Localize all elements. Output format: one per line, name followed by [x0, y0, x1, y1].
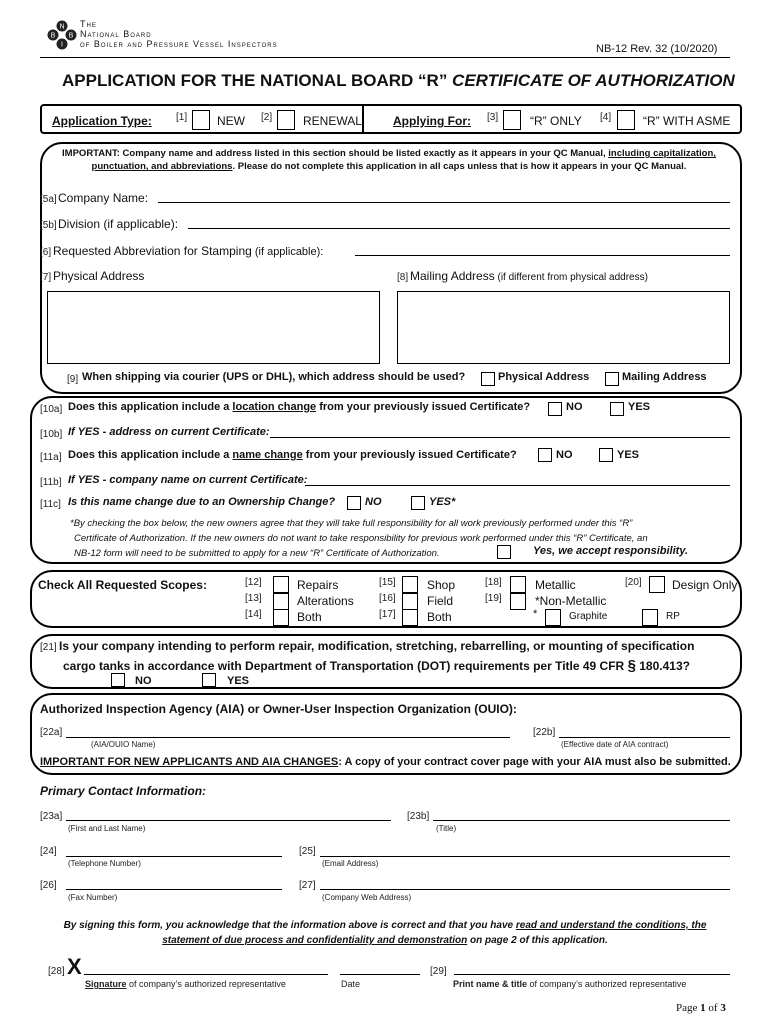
graphite-star: *	[533, 608, 538, 620]
contact-title-field[interactable]	[433, 820, 730, 821]
design-only-label: Design Only	[672, 578, 738, 592]
tag-25: [25]	[299, 846, 316, 857]
tag-14: [14]	[245, 609, 262, 620]
q10b-field[interactable]	[270, 437, 730, 438]
tag-16: [16]	[379, 593, 396, 604]
aia-important-underlined: IMPORTANT FOR NEW APPLICANTS AND AIA CHANGES	[40, 756, 339, 768]
applying-for-label: Applying For:	[393, 114, 471, 128]
email-caption: (Email Address)	[322, 859, 379, 868]
aia-date-field[interactable]	[559, 737, 730, 738]
company-name-field[interactable]	[158, 202, 730, 203]
page-of: of	[705, 1002, 721, 1014]
tag-15: [15]	[379, 577, 396, 588]
aia-important	[40, 756, 731, 768]
q10a-text: Does this application include a	[68, 401, 233, 413]
web-address-caption: (Company Web Address)	[322, 893, 412, 902]
org-name	[80, 19, 278, 49]
q11a	[68, 449, 517, 461]
tag-6: [6]	[40, 247, 52, 258]
alterations-label: Alterations	[297, 594, 354, 608]
both-repair-label: Both	[297, 610, 322, 624]
tag-23a: [23a]	[40, 811, 63, 822]
important-note	[44, 147, 734, 173]
print-caption-text: of company’s authorized representative	[527, 979, 687, 989]
important-underlined: punctuation, and abbreviations	[91, 161, 233, 172]
org-line: National Board	[80, 29, 152, 39]
tag-1: [1]	[176, 112, 188, 123]
q10a-no-checkbox[interactable]	[548, 402, 562, 416]
physical-address-box[interactable]	[47, 291, 380, 364]
tag-22a: [22a]	[40, 727, 63, 738]
design-only-checkbox[interactable]	[649, 576, 665, 593]
repairs-checkbox[interactable]	[273, 576, 289, 593]
q11a-yes-checkbox[interactable]	[599, 448, 613, 462]
q11a-text: from your previously issued Certificate?	[302, 449, 517, 461]
tag-29: [29]	[430, 966, 447, 977]
ship-physical-label: Physical Address	[498, 371, 590, 383]
q10a	[68, 401, 530, 413]
tag-20: [20]	[625, 577, 642, 588]
print-name-caption	[453, 979, 686, 989]
q11a-yes-label: YES	[617, 449, 640, 461]
tag-24: [24]	[40, 846, 57, 857]
aia-date-caption: (Effective date of AIA contract)	[561, 740, 669, 749]
mailing-address-box[interactable]	[397, 291, 730, 364]
signature-caption-bold: Signature	[85, 979, 127, 989]
note-line: *By checking the box below, the new owners agree that they will take full responsibility for all work previously performed under this “R”	[70, 518, 633, 529]
q11c-no-label: NO	[365, 496, 382, 508]
cargo-yes-checkbox[interactable]	[202, 673, 216, 687]
shop-label: Shop	[427, 578, 456, 592]
telephone-field[interactable]	[66, 856, 282, 857]
org-line: of Boiler and Pressure Vessel Inspectors	[80, 39, 278, 49]
q11a-no-label: NO	[556, 449, 573, 461]
tag-11c: [11c]	[40, 499, 61, 510]
section-symbol: §	[627, 657, 636, 674]
signing-text: By signing this form, you acknowledge that the information above is correct and that you have	[63, 920, 516, 931]
cargo-question-line1: Is your company intending to perform repair, modification, stretching, rebarrelling, or mounting of specification	[59, 639, 695, 653]
r-only-label: “R” ONLY	[530, 114, 582, 128]
mailing-text: Mailing Address	[410, 269, 495, 283]
abbrev-text: Requested Abbreviation for Stamping	[53, 244, 252, 258]
non-metallic-label: *Non-Metallic	[535, 594, 607, 608]
ship-physical-checkbox[interactable]	[481, 372, 495, 386]
tag-8: [8]	[397, 272, 409, 283]
application-type-label: Application Type:	[52, 114, 152, 128]
both-location-label: Both	[427, 610, 452, 624]
physical-address-label: Physical Address	[53, 269, 145, 283]
signing-underlined: read and understand the conditions, the	[515, 920, 707, 931]
tag-5b: [5b]	[40, 220, 57, 231]
date-field[interactable]	[340, 974, 420, 975]
abbrev-field[interactable]	[355, 255, 730, 256]
logo-letter: B	[50, 32, 56, 40]
title-italic: CERTIFICATE OF AUTHORIZATION	[452, 71, 735, 90]
page-title	[62, 71, 735, 91]
telephone-caption: (Telephone Number)	[68, 859, 141, 868]
q10a-yes-checkbox[interactable]	[610, 402, 624, 416]
note-line: Certificate of Authorization. If the new owners do not want to take responsibility for previous work performed under this “R” Certificate, an	[74, 533, 648, 544]
form-id: NB-12 Rev. 32 (10/2020)	[596, 43, 718, 55]
tag-27: [27]	[299, 880, 316, 891]
cargo-question-line2	[63, 657, 690, 674]
field-checkbox[interactable]	[402, 593, 418, 610]
division-field[interactable]	[188, 228, 730, 229]
tag-5a: [5a]	[40, 194, 57, 205]
aia-name-caption: (AIA/OUIO Name)	[91, 740, 156, 749]
aia-important-text: : A copy of your contract cover page with your AIA must also be submitted.	[338, 756, 731, 768]
tag-21: [21]	[40, 642, 57, 653]
print-caption-bold: Print name & title	[453, 979, 528, 989]
company-name-label: Company Name:	[58, 191, 149, 205]
graphite-label: Graphite	[569, 611, 608, 622]
q10a-no-label: NO	[566, 401, 583, 413]
signing-underlined: statement of due process and confidentiality and demonstration	[162, 935, 468, 946]
q10a-yes-label: YES	[628, 401, 651, 413]
q10a-text: from your previously issued Certificate?	[316, 401, 531, 413]
signing-text: on page 2 of this application.	[467, 935, 608, 946]
date-caption: Date	[341, 979, 361, 989]
shop-checkbox[interactable]	[402, 576, 418, 593]
both-location-checkbox[interactable]	[402, 609, 418, 626]
fax-field[interactable]	[66, 889, 282, 890]
mailing-suffix: (if different from physical address)	[494, 272, 648, 283]
q11a-underlined: name change	[232, 449, 303, 461]
logo-letter: B	[68, 32, 74, 40]
tag-12: [12]	[245, 577, 262, 588]
q11b: If YES - company name on current Certificate:	[68, 474, 308, 486]
tag-13: [13]	[245, 593, 262, 604]
field-label: Field	[427, 594, 454, 608]
tag-26: [26]	[40, 880, 57, 891]
ship-mailing-checkbox[interactable]	[605, 372, 619, 386]
renewal-checkbox[interactable]	[277, 110, 295, 130]
signature-field[interactable]	[84, 974, 328, 975]
accept-responsibility-label: Yes, we accept responsibility.	[533, 545, 689, 557]
q11b-field[interactable]	[305, 485, 730, 486]
new-label: NEW	[217, 114, 245, 128]
contact-name-field[interactable]	[66, 820, 391, 821]
scopes-label: Check All Requested Scopes:	[38, 578, 207, 592]
title-main: APPLICATION FOR THE NATIONAL BOARD “R”	[62, 71, 453, 90]
accept-responsibility-checkbox[interactable]	[497, 545, 511, 559]
q11a-text: Does this application include a	[68, 449, 233, 461]
note-line: NB-12 form will need to be submitted to apply for a new “R” Certificate of Authorization.	[74, 548, 440, 559]
alterations-checkbox[interactable]	[273, 593, 289, 610]
non-metallic-checkbox[interactable]	[510, 593, 526, 610]
tag-19: [19]	[485, 593, 502, 604]
contact-title-caption: (Title)	[436, 824, 457, 833]
r-with-asme-label: “R” WITH ASME	[643, 114, 731, 128]
signing-statement	[40, 918, 730, 948]
tag-2: [2]	[261, 112, 273, 123]
abbrev-suffix: (if applicable):	[251, 246, 324, 258]
cargo-text: cargo tanks in accordance with Department of Transportation (DOT) requirements per Title 49 CFR	[63, 659, 628, 673]
logo-letter: I	[61, 41, 63, 49]
r-with-asme-checkbox[interactable]	[617, 110, 635, 130]
important-text: . Please do not complete this application in all caps unless that is how it appears in your QC Manual.	[232, 161, 687, 172]
q11c-yes-checkbox[interactable]	[411, 496, 425, 510]
national-board-logo	[47, 20, 77, 50]
tag-7: [7]	[40, 272, 52, 283]
q11a-no-checkbox[interactable]	[538, 448, 552, 462]
signature-caption	[85, 979, 286, 989]
graphite-checkbox[interactable]	[545, 609, 561, 626]
contact-heading: Primary Contact Information:	[40, 784, 207, 798]
q10a-underlined: location change	[232, 401, 317, 413]
tag-11a: [11a]	[40, 452, 62, 463]
r-only-checkbox[interactable]	[503, 110, 521, 130]
rp-checkbox[interactable]	[642, 609, 658, 626]
fax-caption: (Fax Number)	[68, 893, 118, 902]
email-field[interactable]	[320, 856, 730, 857]
metallic-checkbox[interactable]	[510, 576, 526, 593]
repairs-label: Repairs	[297, 578, 339, 592]
tag-22b: [22b]	[533, 727, 556, 738]
abbrev-label	[53, 244, 323, 258]
print-name-field[interactable]	[454, 974, 730, 975]
cargo-no-label: NO	[135, 675, 152, 687]
q11c-no-checkbox[interactable]	[347, 496, 361, 510]
page-total: 3	[720, 1002, 726, 1014]
cargo-yes-label: YES	[227, 675, 250, 687]
mailing-address-label	[410, 269, 648, 283]
new-checkbox[interactable]	[192, 110, 210, 130]
rp-label: RP	[666, 611, 680, 622]
tag-18: [18]	[485, 577, 502, 588]
both-repair-checkbox[interactable]	[273, 609, 289, 626]
tag-11b: [11b]	[40, 477, 62, 488]
tag-23b: [23b]	[407, 811, 430, 822]
tag-4: [4]	[600, 112, 612, 123]
cargo-no-checkbox[interactable]	[111, 673, 125, 687]
cargo-text: 180.413?	[635, 659, 690, 673]
page-current: 1	[700, 1002, 706, 1014]
tag-10a: [10a]	[40, 404, 63, 415]
signature-x: X	[67, 954, 82, 979]
metallic-label: Metallic	[535, 578, 576, 592]
signature-caption-text: of company’s authorized representative	[126, 979, 286, 989]
tag-9: [9]	[67, 374, 79, 385]
aia-name-field[interactable]	[66, 737, 510, 738]
q11c-yes-label: YES*	[429, 496, 456, 508]
tag-10b: [10b]	[40, 429, 63, 440]
page-prefix: Page	[676, 1002, 701, 1014]
tag-3: [3]	[487, 112, 499, 123]
web-address-field[interactable]	[320, 889, 730, 890]
tag-17: [17]	[379, 609, 396, 620]
org-line: The	[80, 19, 97, 29]
q10b: If YES - address on current Certificate:	[68, 426, 270, 438]
shipping-question: When shipping via courier (UPS or DHL), which address should be used?	[82, 371, 466, 383]
important-text: IMPORTANT: Company name and address listed in this section should be listed exactly as it appears in your QC Manual,	[62, 148, 609, 159]
renewal-label: RENEWAL	[303, 114, 362, 128]
important-underlined: including capitalization,	[608, 148, 716, 159]
q11c: Is this name change due to an Ownership Change?	[68, 496, 336, 508]
page-number	[676, 1002, 726, 1014]
division-label: Division (if applicable):	[58, 217, 179, 231]
aia-heading: Authorized Inspection Agency (AIA) or Owner-User Inspection Organization (OUIO):	[40, 702, 517, 716]
tag-28: [28]	[48, 966, 65, 977]
ship-mailing-label: Mailing Address	[622, 371, 707, 383]
logo-letter: N	[59, 23, 65, 31]
contact-name-caption: (First and Last Name)	[68, 824, 146, 833]
